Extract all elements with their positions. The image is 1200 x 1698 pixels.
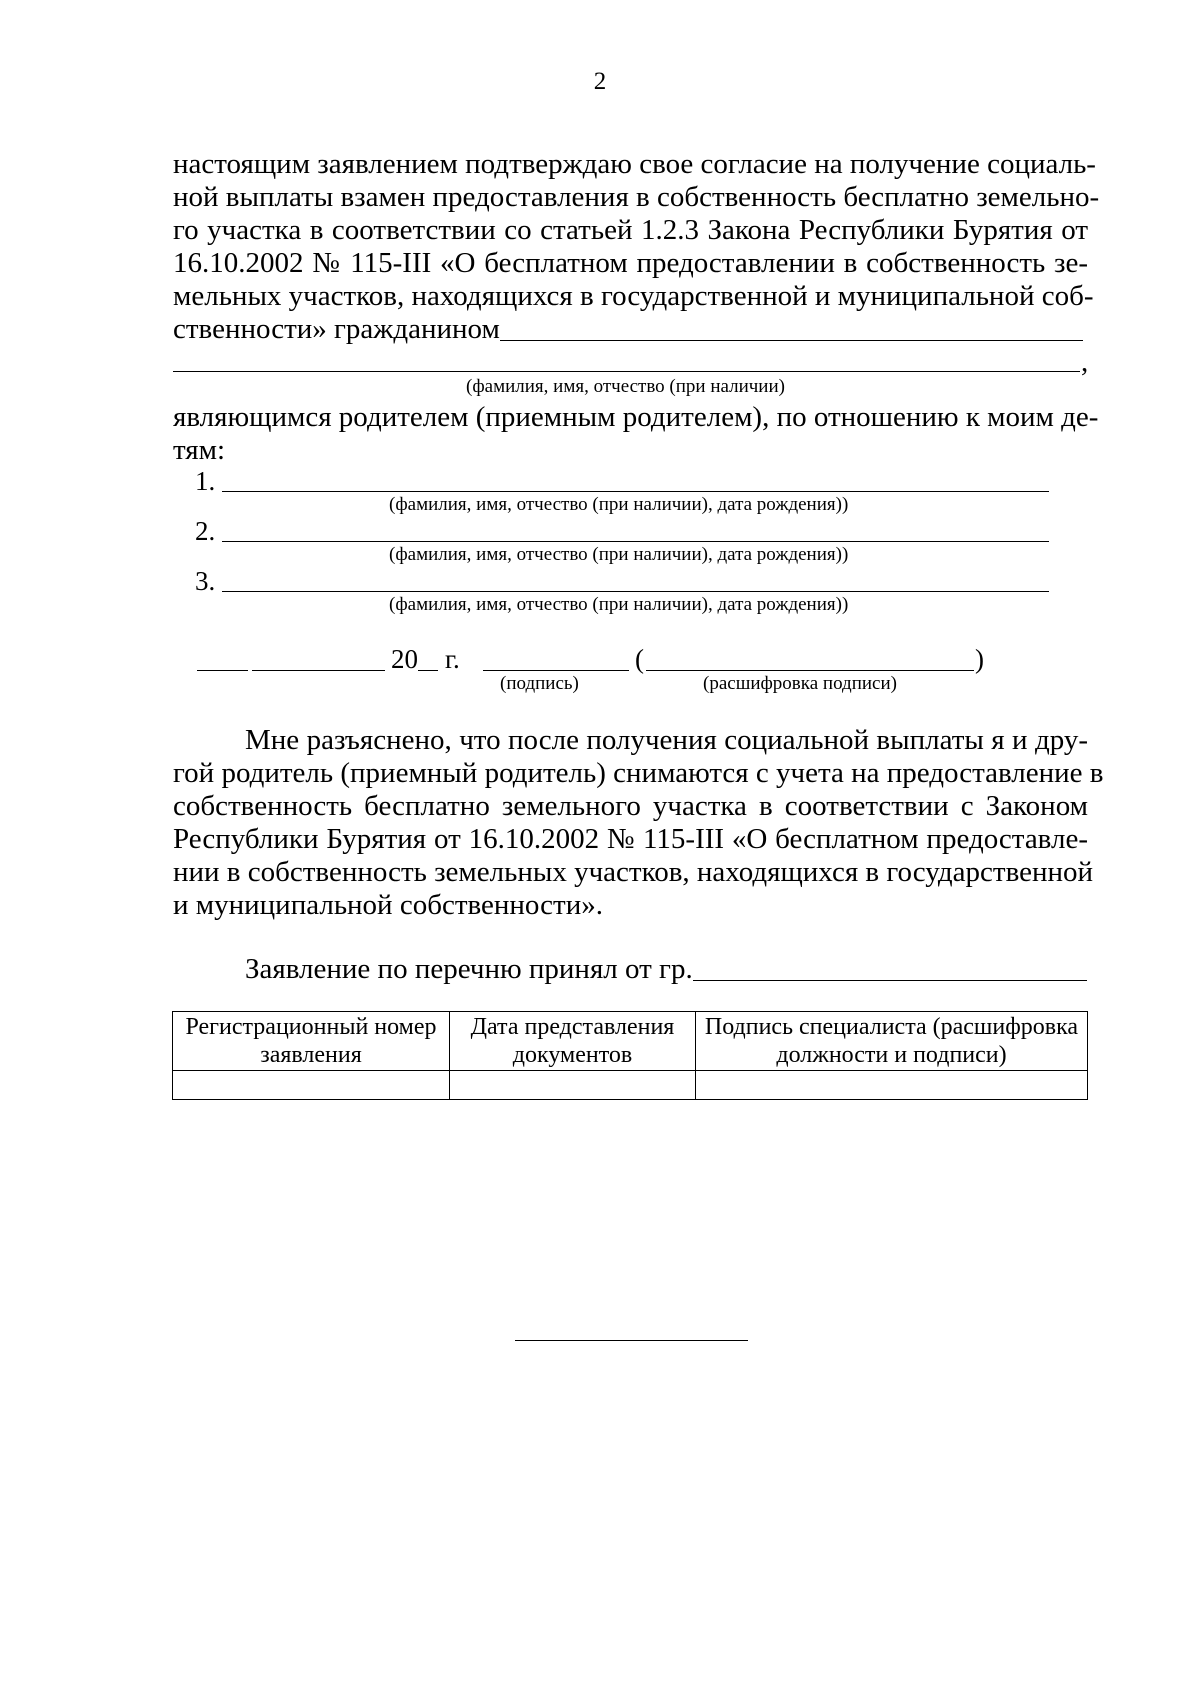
- header-line: должности и подписи): [776, 1042, 1007, 1068]
- paragraph2-line: нии в собственность земельных участков, находящихся в государственной: [173, 856, 1094, 888]
- registration-number-cell[interactable]: [173, 1071, 450, 1100]
- year-field[interactable]: [418, 670, 438, 671]
- table-header-row: [173, 1012, 1088, 1071]
- child-3-field[interactable]: [222, 591, 1049, 592]
- paragraph1-line: мельных участков, находящихся в государственной и муниципальной соб-: [173, 280, 1094, 312]
- paragraph1-line: ной выплаты взамен предоставления в собственность бесплатно земельно-: [173, 181, 1100, 213]
- paragraph1-line: настоящим заявлением подтверждаю свое согласие на получение социаль-: [173, 148, 1096, 180]
- caption-decoding: (расшифровка подписи): [703, 673, 897, 694]
- month-field[interactable]: [252, 670, 385, 671]
- header-line: Подпись специалиста (расшифровка: [704, 1014, 1079, 1040]
- paragraph2-line: собственность бесплатно земельного участка в соответствии с Законом: [173, 790, 1088, 822]
- day-field[interactable]: [197, 670, 248, 671]
- table-header-cell: [450, 1012, 696, 1071]
- child-caption: (фамилия, имя, отчество (при наличии), дата рождения)): [389, 544, 849, 565]
- header-line: документов: [512, 1042, 633, 1068]
- header-line: Дата представления: [470, 1014, 675, 1040]
- year-prefix: 20: [391, 644, 418, 674]
- page-number: 2: [593, 68, 607, 95]
- signature-decoding-field[interactable]: [646, 670, 974, 671]
- paragraph2-line: Мне разъяснено, что после получения социальной выплаты я и дру-: [245, 724, 1088, 756]
- specialist-signature-cell[interactable]: [696, 1071, 1088, 1100]
- child-number: 2.: [195, 516, 216, 546]
- paragraph2-line: гой родитель (приемный родитель) снимаются с учета на предоставление в: [173, 757, 1104, 789]
- header-line: Регистрационный номер: [185, 1014, 437, 1040]
- year-suffix: г.: [445, 644, 460, 674]
- paragraph1-line: го участка в соответствии со статьей 1.2.3 Закона Республики Бурятия от: [173, 214, 1088, 246]
- parent-line: тям:: [173, 434, 226, 466]
- paragraph1-last-line: ственности» гражданином: [173, 313, 500, 345]
- registration-table: [172, 1011, 1088, 1100]
- parent-line: являющимся родителем (приемным родителем), по отношению к моим де-: [173, 401, 1099, 433]
- table-row: [173, 1071, 1088, 1100]
- child-number: 3.: [195, 566, 216, 596]
- child-number: 1.: [195, 466, 216, 496]
- paragraph1-line: 16.10.2002 № 115-III «О бесплатном предоставлении в собственность зе-: [173, 247, 1088, 279]
- submission-date-cell[interactable]: [450, 1071, 696, 1100]
- table-header-cell: [696, 1012, 1088, 1071]
- close-paren: ): [975, 644, 984, 674]
- trailing-comma: ,: [1081, 346, 1089, 378]
- citizen-name-field[interactable]: [500, 340, 1083, 341]
- accepted-from-field[interactable]: [693, 980, 1087, 981]
- caption-fio: (фамилия, имя, отчество (при наличии): [466, 376, 785, 397]
- child-2-field[interactable]: [222, 541, 1049, 542]
- child-caption: (фамилия, имя, отчество (при наличии), дата рождения)): [389, 594, 849, 615]
- child-caption: (фамилия, имя, отчество (при наличии), дата рождения)): [389, 494, 849, 515]
- child-1-field[interactable]: [222, 491, 1049, 492]
- citizen-name-field-continued[interactable]: [173, 371, 1080, 372]
- open-paren: (: [635, 644, 644, 674]
- header-line: заявления: [260, 1042, 362, 1068]
- accepted-text: Заявление по перечню принял от гр.: [245, 953, 693, 985]
- paragraph2-last-line: и муниципальной собственности».: [173, 889, 603, 921]
- table-header-cell: [173, 1012, 450, 1071]
- closing-separator: [515, 1340, 748, 1341]
- paragraph2-line: Республики Бурятия от 16.10.2002 № 115-III «О бесплатном предоставле-: [173, 823, 1088, 855]
- caption-signature: (подпись): [500, 673, 579, 694]
- signature-field[interactable]: [483, 670, 629, 671]
